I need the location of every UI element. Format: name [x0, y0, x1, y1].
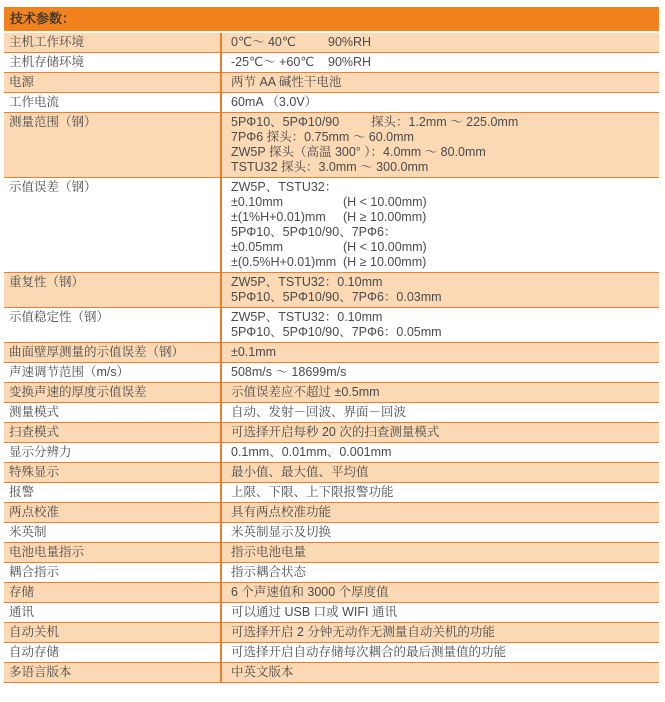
- value-text: (H < 10.00mm): [343, 195, 427, 209]
- param-name-cell: 米英制: [4, 523, 222, 542]
- value-text: ±(0.5%H+0.01)mm: [231, 255, 337, 269]
- table-row: [4, 463, 659, 483]
- table-row: [4, 663, 659, 683]
- table-row: [4, 623, 659, 643]
- value-line: [231, 210, 653, 225]
- value-line: [231, 75, 653, 90]
- value-line: [231, 405, 653, 420]
- value-line: [231, 545, 653, 560]
- param-value-cell: [222, 53, 659, 72]
- param-name-cell: 测量模式: [4, 403, 222, 422]
- table-row: [4, 73, 659, 93]
- param-value-cell: [222, 443, 659, 462]
- value-line: [231, 645, 653, 660]
- param-value-cell: [222, 583, 659, 602]
- spec-table: [4, 33, 659, 683]
- value-text: ZW5P、TSTU32：: [231, 180, 338, 194]
- param-name-cell: 两点校准: [4, 503, 222, 522]
- value-line: [231, 310, 653, 325]
- param-name-cell: 电源: [4, 73, 222, 92]
- param-value-cell: [222, 383, 659, 402]
- param-name-cell: 主机工作环境: [4, 33, 222, 52]
- value-text: ZW5P 探头（高温 300° ）：4.0mm ～ 80.0mm: [231, 145, 486, 159]
- value-line: [231, 130, 653, 145]
- value-text: 0.1mm、0.01mm、0.001mm: [231, 445, 392, 459]
- value-text: ±0.1mm: [231, 345, 277, 359]
- value-text: 5PΦ10、5PΦ10/90、7PΦ6：: [231, 225, 397, 239]
- param-name-cell: 测量范围（钢）: [4, 113, 222, 177]
- value-text: 可选择开启自动存储每次耦合的最后测量值的功能: [231, 645, 507, 659]
- value-line: [231, 525, 653, 540]
- value-line: [231, 605, 653, 620]
- table-row: [4, 383, 659, 403]
- param-name-cell: 示值稳定性（钢）: [4, 308, 222, 342]
- value-line: [231, 195, 653, 210]
- value-text: 探头：1.2mm ～ 225.0mm: [371, 115, 519, 129]
- value-text: 60mA （3.0V）: [231, 95, 318, 109]
- value-line: [231, 180, 653, 195]
- value-text: -25℃～ +60℃: [231, 55, 315, 69]
- value-line: [231, 445, 653, 460]
- value-text: 最小值、最大值、平均值: [231, 465, 369, 479]
- param-value-cell: [222, 363, 659, 382]
- value-text: 示值误差应不超过 ±0.5mm: [231, 385, 380, 399]
- value-line: [231, 240, 653, 255]
- value-line: [231, 505, 653, 520]
- param-name-cell: 耦合指示: [4, 563, 222, 582]
- table-row: [4, 273, 659, 308]
- value-line: [231, 345, 653, 360]
- section-title: 技术参数：: [4, 7, 659, 31]
- value-text: 5PΦ10、5PΦ10/90、7PΦ6：0.03mm: [231, 290, 442, 304]
- value-text: 0℃～ 40℃: [231, 35, 296, 49]
- param-value-cell: [222, 543, 659, 562]
- value-text: (H < 10.00mm): [343, 240, 427, 254]
- table-row: [4, 53, 659, 73]
- value-line: [231, 365, 653, 380]
- value-text: 指示电池电量: [231, 545, 307, 559]
- value-line: [231, 425, 653, 440]
- param-name-cell: 变换声速的厚度示值误差: [4, 383, 222, 402]
- param-name-cell: 示值误差（钢）: [4, 178, 222, 272]
- value-text: (H ≥ 10.00mm): [343, 210, 427, 224]
- value-line: [231, 275, 653, 290]
- value-line: [231, 160, 653, 175]
- value-text: ±0.10mm: [231, 195, 284, 209]
- table-row: [4, 423, 659, 443]
- param-name-cell: 通讯: [4, 603, 222, 622]
- param-value-cell: [222, 423, 659, 442]
- param-name-cell: 扫查模式: [4, 423, 222, 442]
- value-line: [231, 35, 653, 50]
- value-text: 上限、下限、上下限报警功能: [231, 485, 394, 499]
- table-row: [4, 563, 659, 583]
- value-text: 米英制显示及切换: [231, 525, 332, 539]
- table-row: [4, 33, 659, 53]
- value-line: [231, 55, 653, 70]
- param-value-cell: [222, 403, 659, 422]
- value-text: 可以通过 USB 口或 WIFI 通讯: [231, 605, 397, 619]
- value-text: 可选择开启 2 分钟无动作无测量自动关机的功能: [231, 625, 495, 639]
- param-value-cell: [222, 643, 659, 662]
- value-text: 可选择开启每秒 20 次的扫查测量模式: [231, 425, 440, 439]
- param-name-cell: 多语言版本: [4, 663, 222, 682]
- value-line: [231, 325, 653, 340]
- value-line: [231, 485, 653, 500]
- value-line: [231, 465, 653, 480]
- value-text: 5PΦ10、5PΦ10/90: [231, 115, 340, 129]
- value-text: 90%RH: [328, 35, 372, 49]
- value-text: ±(1%H+0.01)mm: [231, 210, 326, 224]
- param-value-cell: [222, 33, 659, 52]
- param-value-cell: [222, 178, 659, 272]
- param-name-cell: 电池电量指示: [4, 543, 222, 562]
- value-text: 自动、发射－回波、界面－回波: [231, 405, 407, 419]
- param-name-cell: 自动关机: [4, 623, 222, 642]
- value-text: 5PΦ10、5PΦ10/90、7PΦ6：0.05mm: [231, 325, 442, 339]
- value-text: 7PΦ6 探头：0.75mm ～ 60.0mm: [231, 130, 414, 144]
- value-line: [231, 225, 653, 240]
- value-line: [231, 255, 653, 270]
- table-row: [4, 543, 659, 563]
- param-name-cell: 特殊显示: [4, 463, 222, 482]
- value-text: 指示耦合状态: [231, 565, 307, 579]
- param-name-cell: 重复性（钢）: [4, 273, 222, 307]
- table-row: [4, 113, 659, 178]
- param-value-cell: [222, 73, 659, 92]
- value-text: 90%RH: [328, 55, 372, 69]
- table-row: [4, 523, 659, 543]
- value-text: (H ≥ 10.00mm): [343, 255, 427, 269]
- param-value-cell: [222, 273, 659, 307]
- param-name-cell: 存储: [4, 583, 222, 602]
- param-value-cell: [222, 113, 659, 177]
- value-line: [231, 665, 653, 680]
- param-name-cell: 主机存储环境: [4, 53, 222, 72]
- table-row: [4, 503, 659, 523]
- value-text: ZW5P、TSTU32：0.10mm: [231, 310, 383, 324]
- table-row: [4, 93, 659, 113]
- value-line: [231, 290, 653, 305]
- table-row: [4, 363, 659, 383]
- param-name-cell: 工作电流: [4, 93, 222, 112]
- table-row: [4, 308, 659, 343]
- param-value-cell: [222, 663, 659, 682]
- table-row: [4, 583, 659, 603]
- param-name-cell: 自动存储: [4, 643, 222, 662]
- value-text: 6 个声速值和 3000 个厚度值: [231, 585, 389, 599]
- value-text: ZW5P、TSTU32：0.10mm: [231, 275, 383, 289]
- value-text: 中英文版本: [231, 665, 294, 679]
- value-text: ±0.05mm: [231, 240, 284, 254]
- value-line: [231, 145, 653, 160]
- table-row: [4, 643, 659, 663]
- param-value-cell: [222, 343, 659, 362]
- param-value-cell: [222, 523, 659, 542]
- table-row: [4, 343, 659, 363]
- param-value-cell: [222, 308, 659, 342]
- param-name-cell: 声速调节范围（m/s）: [4, 363, 222, 382]
- value-line: [231, 385, 653, 400]
- param-value-cell: [222, 483, 659, 502]
- param-value-cell: [222, 623, 659, 642]
- table-row: [4, 178, 659, 273]
- value-line: [231, 115, 653, 130]
- value-line: [231, 565, 653, 580]
- param-name-cell: 显示分辨力: [4, 443, 222, 462]
- value-line: [231, 95, 653, 110]
- param-value-cell: [222, 463, 659, 482]
- value-line: [231, 625, 653, 640]
- param-value-cell: [222, 603, 659, 622]
- param-name-cell: 曲面壁厚测量的示值误差（钢）: [4, 343, 222, 362]
- param-name-cell: 报警: [4, 483, 222, 502]
- table-row: [4, 403, 659, 423]
- value-text: 两节 AA 碱性干电池: [231, 75, 342, 89]
- value-text: 具有两点校准功能: [231, 505, 332, 519]
- param-value-cell: [222, 93, 659, 112]
- table-row: [4, 443, 659, 463]
- value-text: TSTU32 探头：3.0mm ～ 300.0mm: [231, 160, 429, 174]
- table-row: [4, 483, 659, 503]
- value-line: [231, 585, 653, 600]
- param-value-cell: [222, 563, 659, 582]
- table-row: [4, 603, 659, 623]
- param-value-cell: [222, 503, 659, 522]
- value-text: 508m/s ～ 18699m/s: [231, 365, 347, 379]
